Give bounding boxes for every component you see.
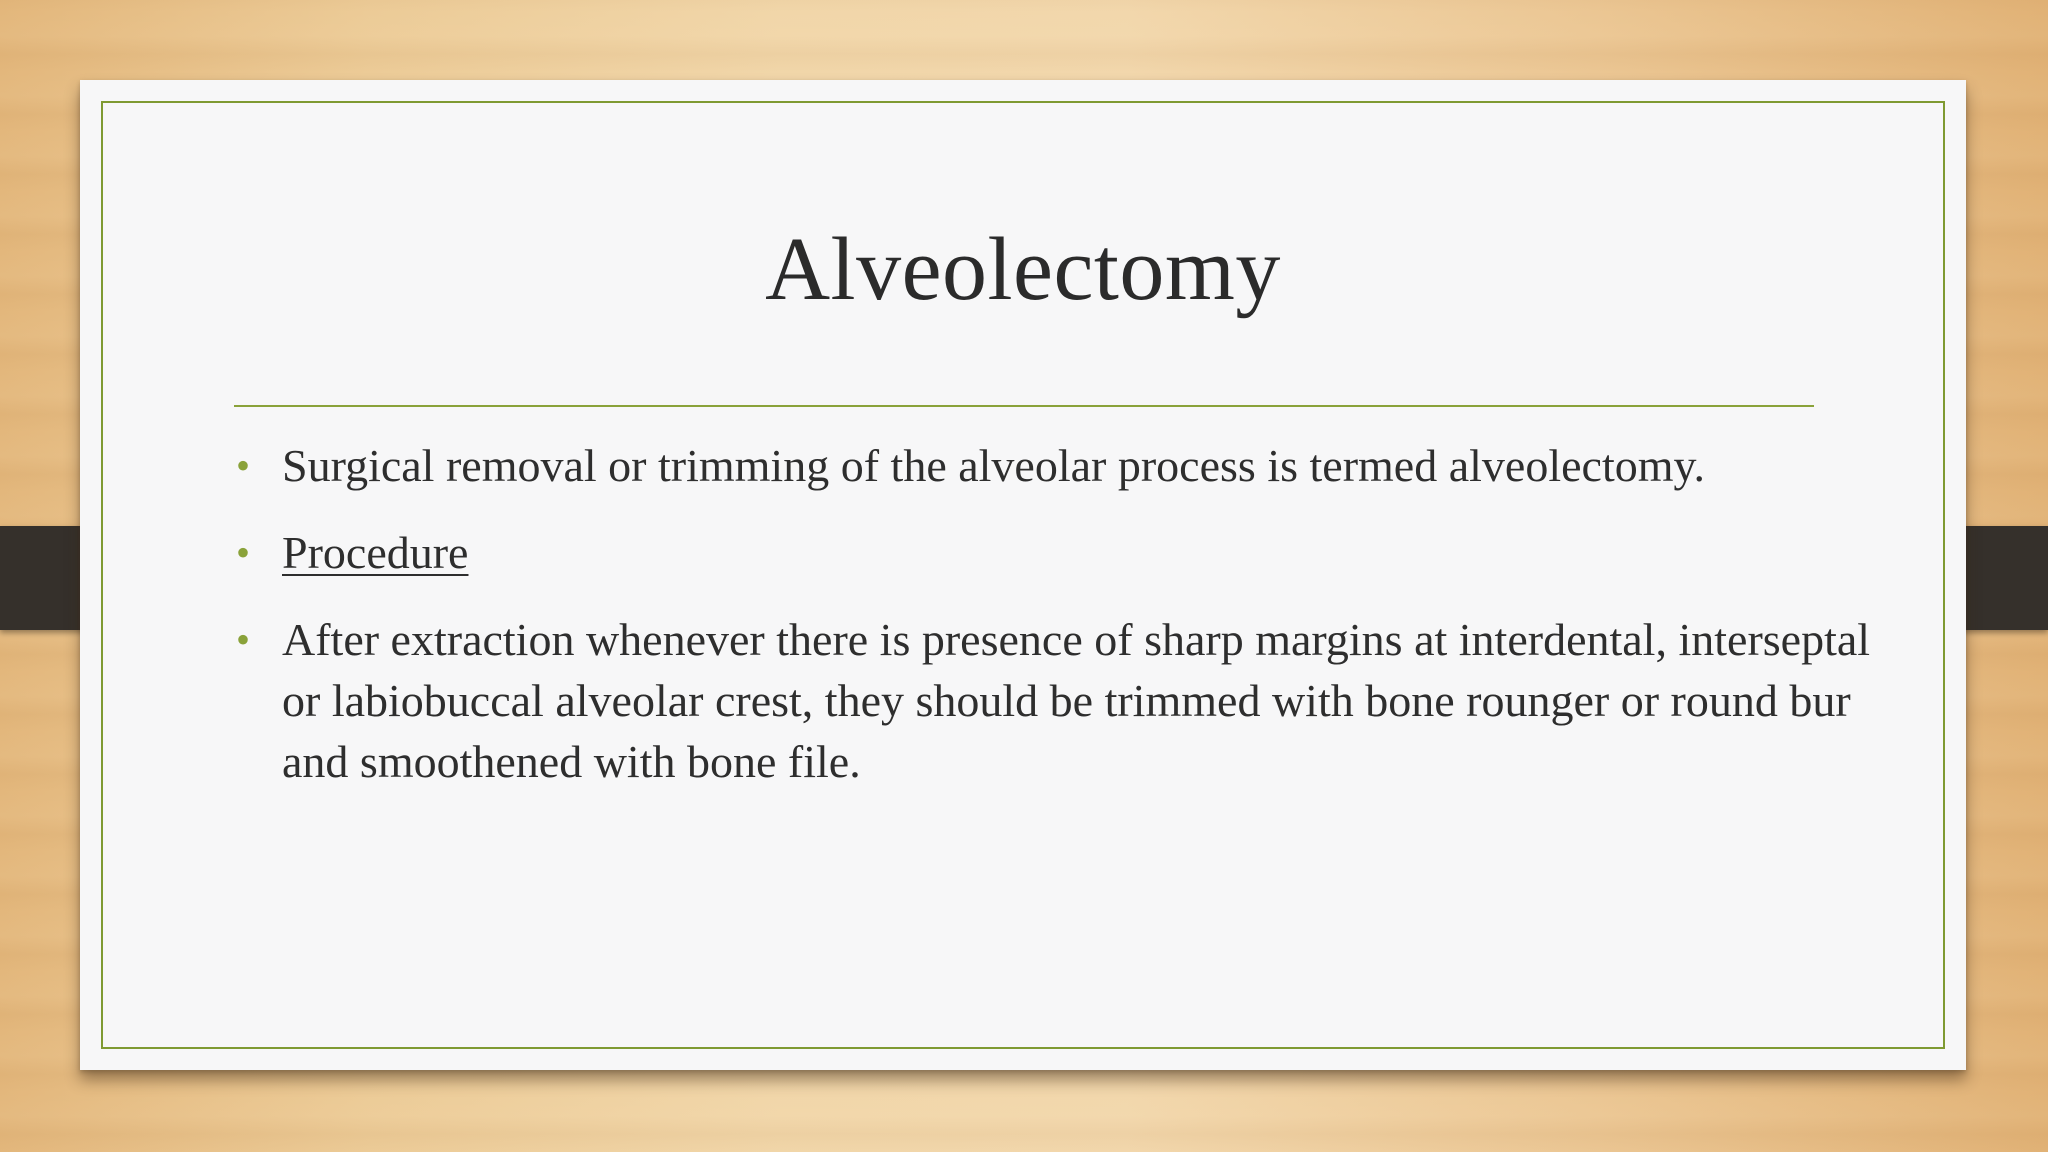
bullet-item-definition — [234, 435, 1874, 496]
bullet-dot-icon: • — [236, 530, 251, 575]
bullet-text: Surgical removal or trimming of the alveolar process is termed alveolectomy. — [282, 440, 1706, 491]
bullet-item-procedure — [234, 522, 1874, 583]
bullet-item-description — [234, 609, 1874, 792]
bullet-text-heading: Procedure — [282, 527, 469, 578]
bullet-text: After extraction whenever there is presence of sharp margins at interdental, interseptal or labiobuccal alveolar crest, they should be trimmed with bone rounger or round bur and smoothened with bone file. — [282, 614, 1871, 787]
bullet-dot-icon: • — [236, 617, 251, 662]
slide — [80, 80, 1966, 1070]
title-divider — [234, 405, 1814, 407]
slide-title: Alveolectomy — [765, 220, 1281, 319]
bullet-list — [234, 435, 1874, 818]
bullet-dot-icon: • — [236, 443, 251, 488]
